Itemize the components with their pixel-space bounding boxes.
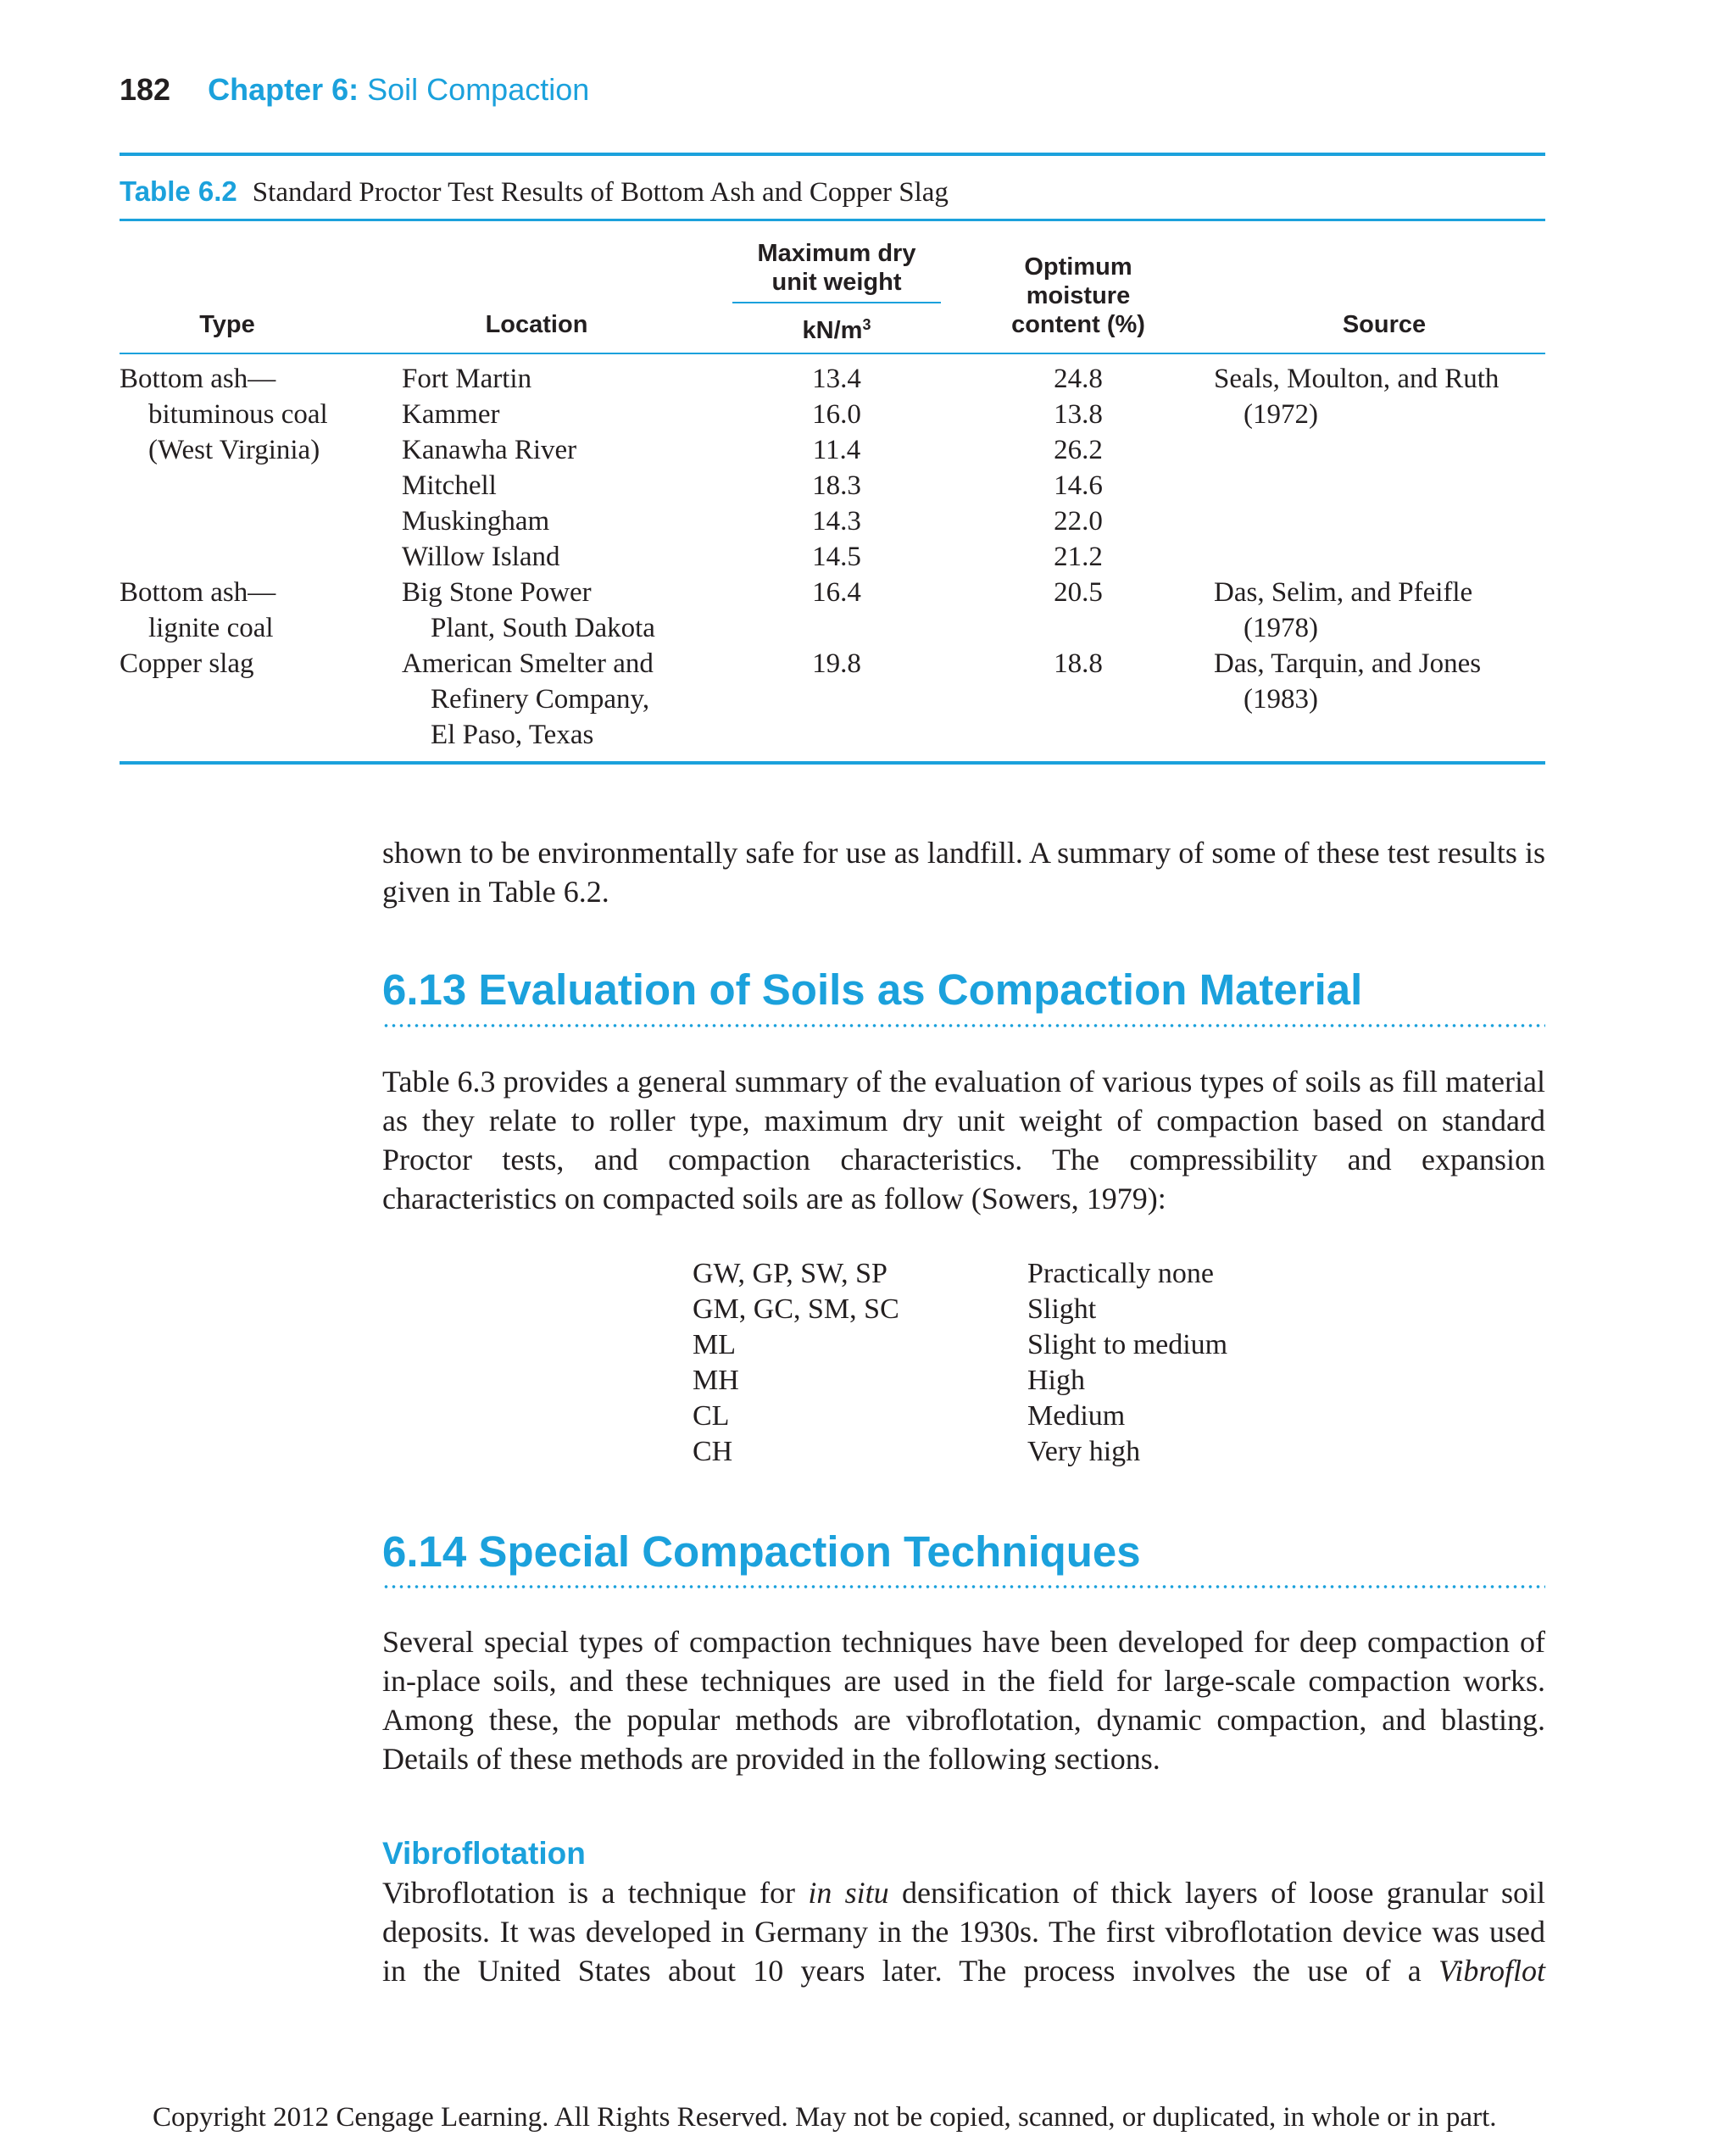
- type-cell: bituminous coal: [148, 399, 328, 430]
- source-cell: Das, Tarquin, and Jones: [1214, 648, 1482, 679]
- soil-rating: Slight to medium: [1027, 1329, 1228, 1360]
- moisture-cell: 18.8: [1054, 648, 1103, 679]
- source-cell: (1978): [1244, 613, 1318, 643]
- unit-superscript: 3: [862, 316, 871, 333]
- moisture-cell: 22.0: [1054, 506, 1103, 537]
- section-dotted-rule: [382, 1584, 1545, 1589]
- soil-class: GW, GP, SW, SP: [693, 1258, 887, 1289]
- intro-paragraph: shown to be environmentally safe for use as landfill. A summary of some of these test results is given in Table 6.2.: [382, 836, 1545, 909]
- moisture-cell: 26.2: [1054, 435, 1103, 465]
- location-cell: American Smelter and: [402, 648, 654, 679]
- subheading-vibroflotation: Vibroflotation: [382, 1836, 586, 1871]
- copyright-text: Copyright 2012 Cengage Learning. All Rights Reserved. May not be copied, scanned, or duplicated, in whole or in part.: [153, 2102, 1497, 2133]
- location-cell: Kanawha River: [402, 435, 577, 465]
- chapter-title: Soil Compaction: [367, 72, 590, 107]
- col-header-omc-line2: moisture: [1026, 282, 1131, 309]
- location-cell: Plant, South Dakota: [431, 613, 655, 643]
- soil-rating: Medium: [1027, 1400, 1126, 1432]
- col-header-location: Location: [485, 311, 588, 338]
- dry-unit-weight-cell: 14.5: [812, 542, 861, 572]
- soil-class: GM, GC, SM, SC: [693, 1293, 899, 1325]
- location-cell: Fort Martin: [402, 364, 532, 394]
- vibroflotation-paragraph: Vibroflotation is a technique for in situ densification of thick layers of loose granular soil deposits. It was developed in Germany in the 1930s. The first vibroflotation device was used in the United States about 10 years later. The process involves the use of a Vibroflot: [382, 1876, 1546, 1988]
- section-6-14-paragraph: Several special types of compaction techniques have been developed for deep compaction of in-place soils, and these techniques are used in the field for large-scale compaction works. Among these, the popular methods are vibroflotation, dynamic compaction, and blasting. Details of these methods are provided in the following sections.: [382, 1625, 1545, 1776]
- location-cell: Mitchell: [402, 470, 497, 501]
- dry-unit-weight-cell: 19.8: [812, 648, 861, 679]
- col-header-mdu-line1: Maximum dry: [757, 240, 916, 267]
- col-header-omc-line3: content (%): [1011, 311, 1145, 338]
- section-heading-6-13: 6.13 Evaluation of Soils as Compaction Material: [382, 965, 1363, 1014]
- moisture-cell: 20.5: [1054, 577, 1103, 608]
- source-cell: Das, Selim, and Pfeifle: [1214, 577, 1473, 608]
- col-header-source: Source: [1342, 311, 1427, 338]
- soil-class: CH: [693, 1436, 733, 1467]
- col-header-omc-line1: Optimum: [1024, 253, 1132, 281]
- moisture-cell: 21.2: [1054, 542, 1103, 572]
- location-cell: Refinery Company,: [431, 684, 650, 715]
- col-header-mdu-line2: unit weight: [771, 269, 902, 296]
- chapter-label: Chapter 6:: [208, 72, 359, 107]
- soil-rating: Practically none: [1027, 1258, 1214, 1289]
- location-cell: Big Stone Power: [402, 577, 592, 608]
- moisture-cell: 14.6: [1054, 470, 1103, 501]
- type-cell: Bottom ash—: [120, 364, 276, 394]
- table-header-rule: [120, 353, 1545, 354]
- section-6-13-paragraph: Table 6.3 provides a general summary of the evaluation of various types of soils as fill material as they relate to roller type, maximum dry unit weight of compaction based on standard Proctor tests, and compaction characteristics. The compressibility and expansion characteristics on compacted soils are as follow (Sowers, 1979):: [382, 1065, 1545, 1215]
- soil-class: MH: [693, 1365, 739, 1396]
- col-header-mdu-unit: $kN/m^3$: [802, 316, 871, 344]
- col-header-mdu-rule: [732, 302, 941, 303]
- table-title: Standard Proctor Test Results of Bottom Ash and Copper Slag: [252, 177, 949, 208]
- dry-unit-weight-cell: 18.3: [812, 470, 861, 501]
- table-caption: [120, 173, 949, 211]
- dry-unit-weight-cell: 16.4: [812, 577, 861, 608]
- dry-unit-weight-cell: 16.0: [812, 399, 861, 430]
- table-top-rule: [120, 219, 1545, 221]
- dry-unit-weight-cell: 14.3: [812, 506, 861, 537]
- table-bottom-rule: [120, 761, 1545, 765]
- type-cell: Copper slag: [120, 648, 254, 679]
- location-cell: El Paso, Texas: [431, 720, 594, 750]
- moisture-cell: 13.8: [1054, 399, 1103, 430]
- type-cell: (West Virginia): [148, 435, 320, 465]
- running-head: [120, 71, 589, 108]
- soil-rating: High: [1027, 1365, 1085, 1396]
- location-cell: Willow Island: [402, 542, 560, 572]
- section-heading-6-14: 6.14 Special Compaction Techniques: [382, 1527, 1141, 1576]
- dry-unit-weight-cell: 13.4: [812, 364, 861, 394]
- soil-rating: Very high: [1027, 1436, 1141, 1467]
- source-cell: (1983): [1244, 684, 1318, 715]
- header-rule: [120, 153, 1545, 156]
- table-number: Table 6.2: [120, 175, 237, 207]
- soil-class: CL: [693, 1400, 730, 1432]
- page-number: 182: [120, 72, 171, 107]
- location-cell: Kammer: [402, 399, 500, 430]
- type-cell: lignite coal: [148, 613, 274, 643]
- section-dotted-rule: [382, 1023, 1545, 1028]
- source-cell: Seals, Moulton, and Ruth: [1214, 364, 1500, 394]
- soil-rating: Slight: [1027, 1293, 1097, 1325]
- source-cell: (1972): [1244, 399, 1318, 430]
- dry-unit-weight-cell: 11.4: [812, 435, 861, 465]
- type-cell: Bottom ash—: [120, 577, 276, 608]
- location-cell: Muskingham: [402, 506, 550, 537]
- col-header-type: Type: [199, 311, 255, 338]
- soil-class: ML: [693, 1329, 736, 1360]
- moisture-cell: 24.8: [1054, 364, 1103, 394]
